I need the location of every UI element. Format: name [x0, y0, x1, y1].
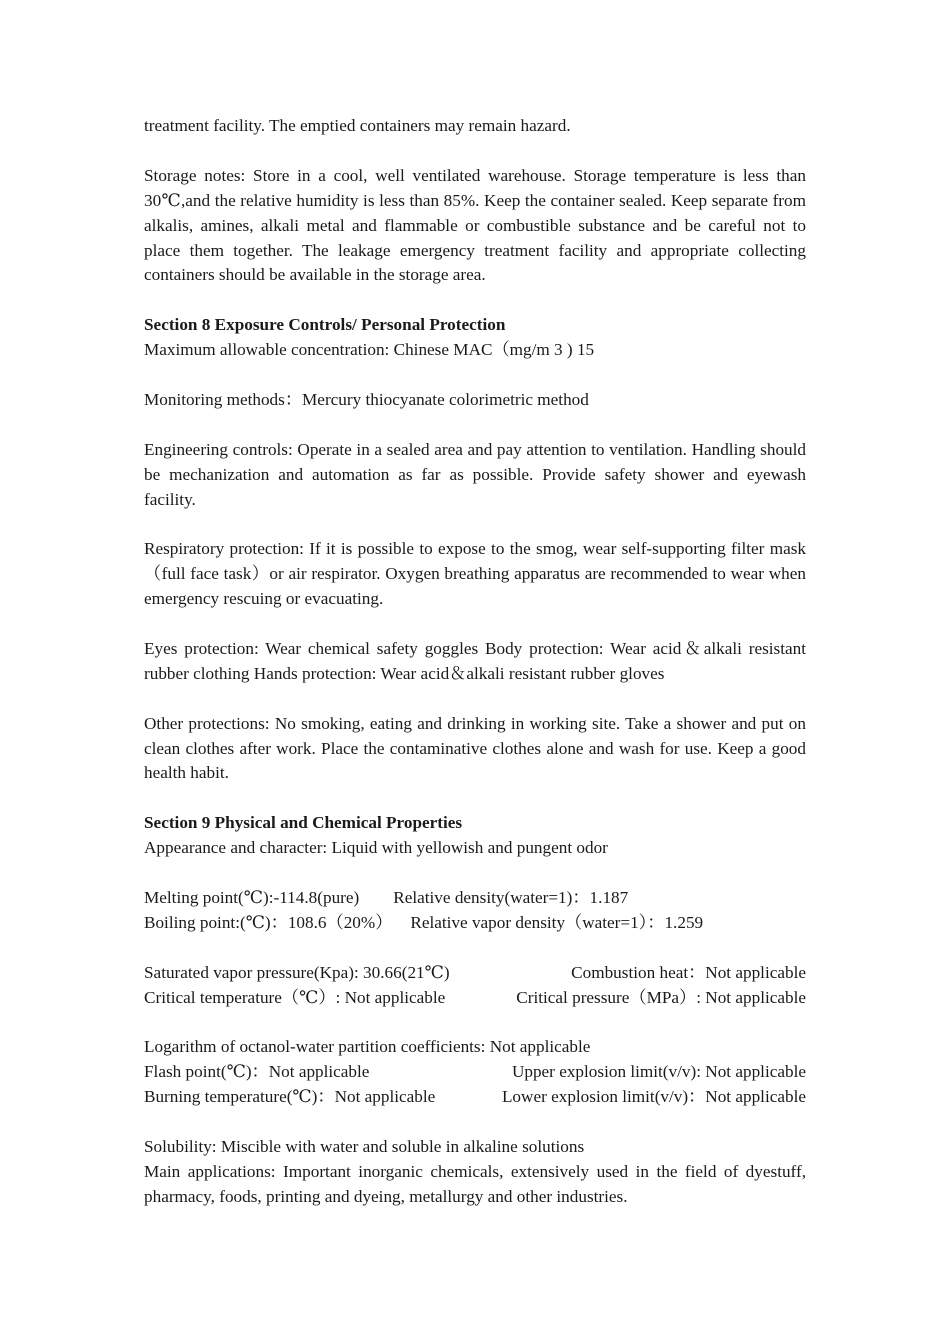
paragraph-logarithm: Logarithm of octanol-water partition coefficients: Not applicable — [144, 1037, 591, 1057]
row-burning-lower-explosion — [144, 1085, 806, 1110]
row-melting-density — [144, 886, 806, 911]
burning-temperature: Burning temperature(℃)：Not applicable — [144, 1087, 436, 1107]
paragraph-solubility: Solubility: Miscible with water and soluble in alkaline solutions — [144, 1136, 585, 1156]
boiling-point: Boiling point:(℃)：108.6（20%） — [144, 912, 393, 932]
combustion-heat: Combustion heat：Not applicable — [571, 962, 806, 982]
section-8-heading: Section 8 Exposure Controls/ Personal Protection — [144, 315, 506, 335]
paragraph-appearance: Appearance and character: Liquid with yellowish and pungent odor — [144, 838, 608, 858]
lower-explosion-limit: Lower explosion limit(v/v)：Not applicable — [501, 1087, 806, 1107]
row-vapor-pressure-combustion — [144, 961, 806, 986]
upper-explosion-limit: Upper explosion limit(v/v): Not applicable — [511, 1062, 806, 1082]
paragraph-disposal-continued: treatment facility. The emptied containers may remain hazard. — [144, 116, 571, 135]
row-flash-upper-explosion — [144, 1060, 806, 1085]
row-critical-temp-pressure — [144, 986, 806, 1011]
saturated-vapor-pressure: Saturated vapor pressure(Kpa): 30.66(21℃) — [144, 962, 450, 982]
paragraph-main-applications: Main applications: Important inorganic chemicals, extensively used in the field of dyestuff, pharmacy, foods, printing and dyeing, metallurgy and other industries. — [144, 1161, 806, 1206]
relative-vapor-density: Relative vapor density（water=1）：1.259 — [410, 912, 704, 932]
paragraph-max-concentration: Maximum allowable concentration: Chinese MAC（mg/m 3 ) 15 — [144, 340, 595, 360]
paragraph-other-protections: Other protections: No smoking, eating and drinking in working site. Take a shower and put on clean clothes after work. Place the contaminative clothes alone and wash for use. Keep a good health habit. — [144, 713, 806, 783]
paragraph-storage-notes: Storage notes: Store in a cool, well ventilated warehouse. Storage temperature is less than 30℃,and the relative humidity is less than 85%. Keep the container sealed. Keep separate from alkalis, amines, alkali metal and flammable or combustible substance and be careful not to place them together. The leakage emergency treatment facility and appropriate collecting containers should be available in the storage area. — [144, 165, 806, 285]
paragraph-respiratory-protection: Respiratory protection: If it is possible to expose to the smog, wear self-supporting filter mask（full face task）or air respirator. Oxygen breathing apparatus are recommended to wear when emergency rescuing or evacuating. — [144, 539, 806, 609]
section-9-heading: Section 9 Physical and Chemical Properties — [144, 813, 463, 833]
flash-point: Flash point(℃)：Not applicable — [144, 1062, 370, 1082]
row-boiling-vapor-density — [144, 911, 806, 936]
critical-temperature: Critical temperature（℃）: Not applicable — [144, 987, 446, 1007]
melting-point: Melting point(℃):-114.8(pure) — [144, 887, 360, 907]
document-page — [144, 114, 806, 1210]
paragraph-eyes-protection: Eyes protection: Wear chemical safety goggles Body protection: Wear acid＆alkali resistant rubber clothing Hands protection: Wear acid＆alkali resistant rubber gloves — [144, 638, 806, 683]
relative-density: Relative density(water=1)：1.187 — [393, 887, 629, 907]
paragraph-engineering-controls: Engineering controls: Operate in a sealed area and pay attention to ventilation. Handling should be mechanization and automation as far as possible. Provide safety shower and eyewash facility. — [144, 439, 806, 509]
critical-pressure: Critical pressure（MPa）: Not applicable — [516, 987, 806, 1007]
paragraph-monitoring-methods: Monitoring methods：Mercury thiocyanate colorimetric method — [144, 389, 589, 409]
